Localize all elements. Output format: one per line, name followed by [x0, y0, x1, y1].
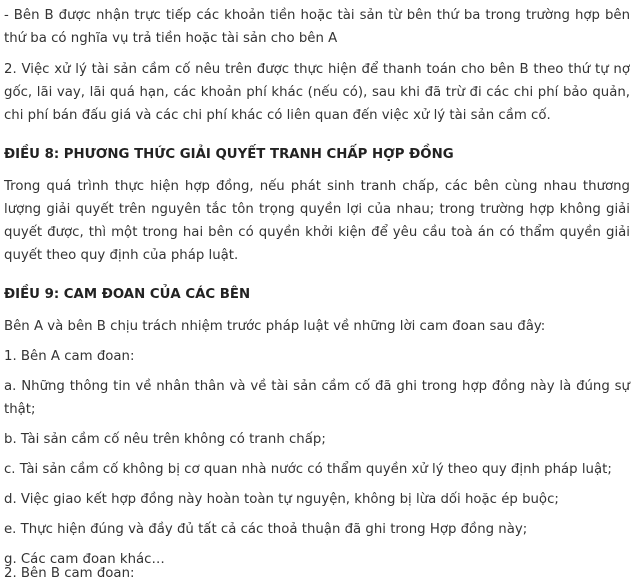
article-8-heading: ĐIỀU 8: PHƯƠNG THỨC GIẢI QUYẾT TRANH CHẤP HỢP ĐỒNG	[4, 147, 454, 162]
article-9-intro: Bên A và bên B chịu trách nhiệm trước pháp luật về những lời cam đoan sau đây:	[4, 319, 546, 334]
paragraph-asset-handling: 2. Việc xử lý tài sản cầm cố nêu trên được thực hiện để thanh toán cho bên B theo thứ tự nợ gốc, lãi vay, lãi quá hạn, các khoản phí khác (nếu có), sau khi đã trừ đi các chi phí bảo quản, chi phí bán đấu giá và các chi phí khác có liên quan đến việc xử lý tài sản cầm cố.	[4, 62, 630, 123]
article-9-sub-1: 1. Bên A cam đoan:	[4, 349, 135, 364]
commitment-item-e: e. Thực hiện đúng và đầy đủ tất cả các thoả thuận đã ghi trong Hợp đồng này;	[4, 522, 528, 537]
commitment-item-b: b. Tài sản cầm cố nêu trên không có tranh chấp;	[4, 432, 326, 447]
paragraph-third-party-payment: - Bên B được nhận trực tiếp các khoản tiền hoặc tài sản từ bên thứ ba trong trường hợp bên thứ ba có nghĩa vụ trả tiền hoặc tài sản cho bên A	[4, 8, 630, 46]
commitment-item-g: g. Các cam đoan khác…	[4, 552, 165, 567]
document-body	[4, 4, 630, 578]
article-8-body: Trong quá trình thực hiện hợp đồng, nếu phát sinh tranh chấp, các bên cùng nhau thương lượng giải quyết trên nguyên tắc tôn trọng quyền lợi của nhau; trong trường hợp không giải quyết được, thì một trong hai bên có quyền khởi kiện để yêu cầu toà án có thẩm quyền giải quyết theo quy định của pháp luật.	[4, 179, 630, 263]
article-9-sub-2-cut: 2. Bên B cam đoan:	[4, 566, 135, 581]
commitment-item-c: c. Tài sản cầm cố không bị cơ quan nhà nước có thẩm quyền xử lý theo quy định pháp luật;	[4, 462, 612, 477]
commitment-item-a: a. Những thông tin về nhân thân và về tài sản cầm cố đã ghi trong hợp đồng này là đúng sự thật;	[4, 379, 630, 417]
article-9-heading: ĐIỀU 9: CAM ĐOAN CỦA CÁC BÊN	[4, 287, 251, 302]
commitment-item-d: d. Việc giao kết hợp đồng này hoàn toàn tự nguyện, không bị lừa dối hoặc ép buộc;	[4, 492, 559, 507]
